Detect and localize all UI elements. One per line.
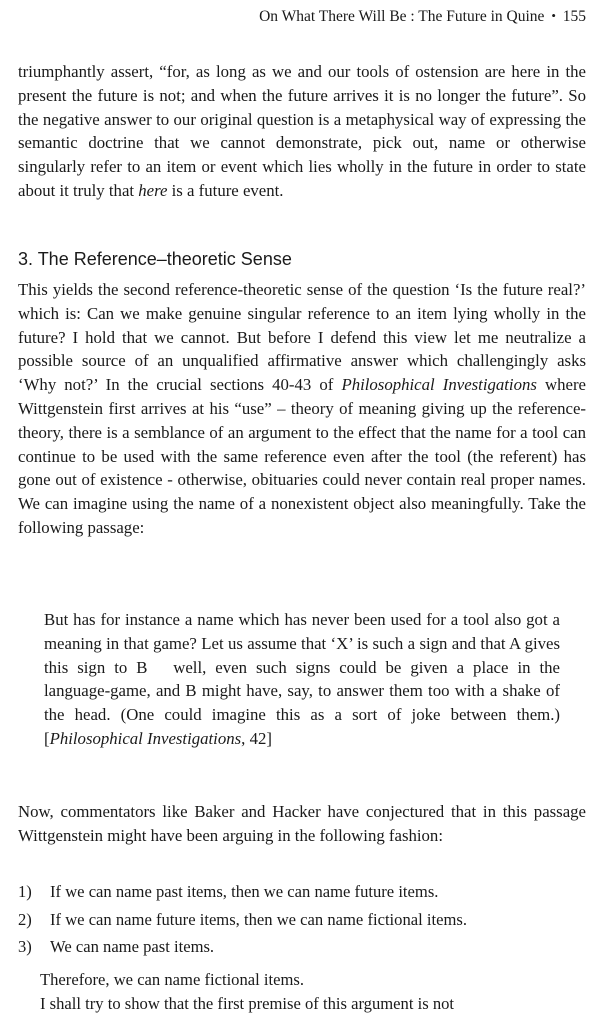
- conclusion-line: Therefore, we can name fictional items.: [40, 970, 304, 989]
- page-number: 155: [562, 8, 586, 25]
- paragraph-3: Now, commentators like Baker and Hacker have conjectured that in this passage Wittgenstein might have been arguing in the following fashion:: [18, 802, 586, 845]
- paragraph-2-text-b: where Wittgenstein first arrives at his “use” – theory of meaning giving up the reference-theory, there is a semblance of an argument to the effect that the name for a tool can continue to be used with the same reference even after the tool (the referent) has gone out of existence - otherwise, obituaries could never contain real proper names. We can imagine using the name of a nonexistent object also meaningfully. Take the following passage:: [18, 375, 587, 537]
- block-quote: [44, 608, 560, 751]
- citation-italic-title: Philosophical Investigations: [49, 728, 242, 748]
- premise-number: 1): [18, 882, 32, 901]
- paragraph-1-text-b: is a future event.: [167, 180, 284, 200]
- list-item: [18, 906, 588, 934]
- paragraph-2-text-a: This yields the second reference-theoretic sense of the question ‘Is the future real?’ which is: Can we make genuine singular reference to an item lying wholly in the future? I hold that we cannot. But before I defend this view let me neutralize a possible source of an unqualified affirmative answer which challengingly asks ‘Why not?’ In the crucial sections 40-43 of: [18, 280, 586, 395]
- bullet-glyph: •: [551, 8, 556, 23]
- premise-number: 3): [18, 937, 32, 956]
- block-quote-text: But has for instance a name which has never been used for a tool also got a meaning in that game? Let us assume that ‘X’ is such a sign and that A gives this sign to B well, even such signs could be given a place in the language-game, and B might have, say, to answer them too with a shake of the head. (One could imagine this as a sort of joke between them.): [44, 610, 560, 725]
- citation-open-bracket: [: [44, 728, 50, 748]
- citation-rest: , 42]: [241, 728, 272, 748]
- paragraph-1-text-a: triumphantly assert, “for, as long as we and our tools of ostension are here in the present the future is not; and when the future arrives it is no longer the future”. So the negative answer to our original question is a metaphysical way of expressing the semantic doctrine that we cannot demonstrate, pick out, name or otherwise singularly refer to an item or event which lies wholly in the future in order to state about it truly that: [18, 62, 586, 200]
- premise-list: [18, 878, 588, 961]
- premise-number: 2): [18, 909, 32, 929]
- list-item: [18, 878, 588, 906]
- premise-text: If we can name future items, then we can name fictional items.: [50, 909, 467, 929]
- paragraph-2-italic-title: Philosophical Investigations: [341, 375, 537, 395]
- paragraph-1: [18, 60, 586, 203]
- paragraph-2: [18, 278, 586, 540]
- trailing-sentence: I shall try to show that the first premise of this argument is not: [40, 994, 455, 1013]
- paragraph-1-italic-here: here: [138, 180, 168, 200]
- list-item: [18, 933, 588, 961]
- running-header: [259, 6, 586, 28]
- premise-text: If we can name past items, then we can name future items.: [50, 882, 439, 901]
- premise-text: We can name past items.: [50, 937, 215, 956]
- section-heading: 3. The Reference–theoretic Sense: [18, 249, 292, 269]
- running-title: On What There Will Be : The Future in Quine: [259, 8, 545, 25]
